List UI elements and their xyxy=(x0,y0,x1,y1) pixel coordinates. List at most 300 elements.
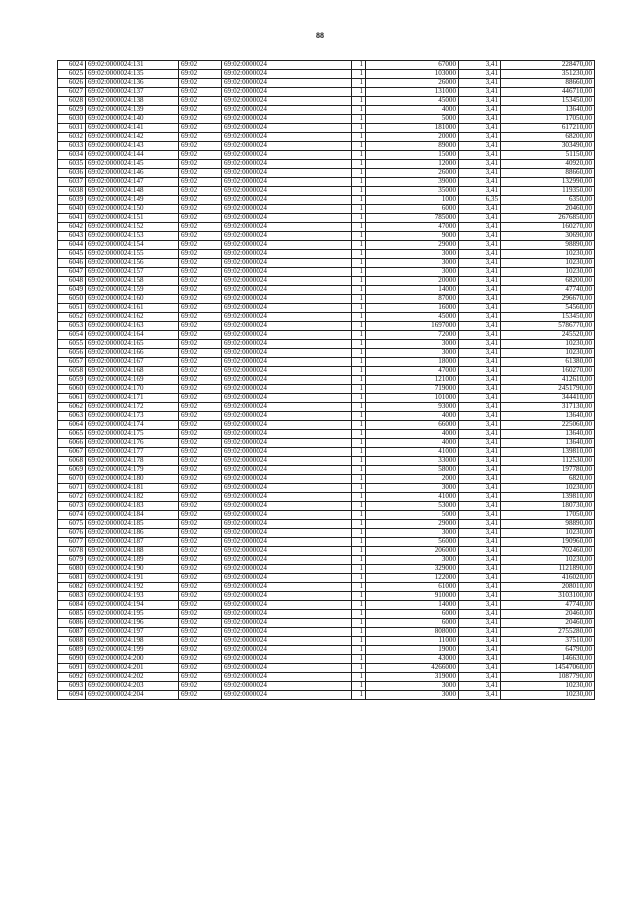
area-cell: 4000 xyxy=(366,412,459,421)
table-row xyxy=(58,259,595,268)
area-cell: 67000 xyxy=(366,61,459,70)
specific-value-cell: 3,41 xyxy=(459,457,501,466)
district-code-cell: 69:02 xyxy=(179,151,222,160)
district-code-cell: 69:02 xyxy=(179,412,222,421)
cadastral-value-cell: 3103100,00 xyxy=(501,592,595,601)
table-row xyxy=(58,691,595,700)
specific-value-cell: 3,41 xyxy=(459,124,501,133)
count-cell: 1 xyxy=(352,637,366,646)
specific-value-cell: 3,41 xyxy=(459,151,501,160)
district-code-cell: 69:02 xyxy=(179,682,222,691)
row-number-cell: 6055 xyxy=(58,340,86,349)
district-code-cell: 69:02 xyxy=(179,583,222,592)
table-row xyxy=(58,610,595,619)
district-code-cell: 69:02 xyxy=(179,124,222,133)
cadastral-quarter-cell: 69:02:0000024 xyxy=(222,106,352,115)
cadastral-value-cell: 10230,00 xyxy=(501,349,595,358)
cadastral-quarter-cell: 69:02:0000024 xyxy=(222,304,352,313)
cadastral-quarter-cell: 69:02:0000024 xyxy=(222,511,352,520)
count-cell: 1 xyxy=(352,448,366,457)
row-number-cell: 6040 xyxy=(58,205,86,214)
specific-value-cell: 3,41 xyxy=(459,511,501,520)
specific-value-cell: 3,41 xyxy=(459,547,501,556)
row-number-cell: 6065 xyxy=(58,430,86,439)
table-row xyxy=(58,502,595,511)
count-cell: 1 xyxy=(352,484,366,493)
table-row xyxy=(58,664,595,673)
table-row xyxy=(58,439,595,448)
area-cell: 89000 xyxy=(366,142,459,151)
row-number-cell: 6037 xyxy=(58,178,86,187)
table-row xyxy=(58,142,595,151)
cadastral-number-cell: 69:02:0000024:144 xyxy=(86,151,179,160)
table-row xyxy=(58,223,595,232)
count-cell: 1 xyxy=(352,196,366,205)
cadastral-value-cell: 153450,00 xyxy=(501,97,595,106)
area-cell: 319000 xyxy=(366,673,459,682)
cadastral-value-cell: 20460,00 xyxy=(501,610,595,619)
district-code-cell: 69:02 xyxy=(179,340,222,349)
cadastral-quarter-cell: 69:02:0000024 xyxy=(222,583,352,592)
district-code-cell: 69:02 xyxy=(179,637,222,646)
row-number-cell: 6088 xyxy=(58,637,86,646)
cadastral-number-cell: 69:02:0000024:131 xyxy=(86,61,179,70)
cadastral-value-cell: 10230,00 xyxy=(501,691,595,700)
count-cell: 1 xyxy=(352,394,366,403)
row-number-cell: 6090 xyxy=(58,655,86,664)
specific-value-cell: 3,41 xyxy=(459,88,501,97)
specific-value-cell: 3,41 xyxy=(459,133,501,142)
cadastral-value-cell: 98890,00 xyxy=(501,520,595,529)
table-row xyxy=(58,484,595,493)
count-cell: 1 xyxy=(352,439,366,448)
cadastral-number-cell: 69:02:0000024:155 xyxy=(86,250,179,259)
specific-value-cell: 3,41 xyxy=(459,574,501,583)
table-row xyxy=(58,358,595,367)
row-number-cell: 6078 xyxy=(58,547,86,556)
cadastral-number-cell: 69:02:0000024:182 xyxy=(86,493,179,502)
specific-value-cell: 3,41 xyxy=(459,439,501,448)
specific-value-cell: 3,41 xyxy=(459,592,501,601)
cadastral-value-cell: 68200,00 xyxy=(501,277,595,286)
cadastral-value-cell: 228470,00 xyxy=(501,61,595,70)
specific-value-cell: 3,41 xyxy=(459,205,501,214)
row-number-cell: 6061 xyxy=(58,394,86,403)
table-row xyxy=(58,457,595,466)
specific-value-cell: 3,41 xyxy=(459,295,501,304)
count-cell: 1 xyxy=(352,205,366,214)
district-code-cell: 69:02 xyxy=(179,250,222,259)
cadastral-quarter-cell: 69:02:0000024 xyxy=(222,97,352,106)
specific-value-cell: 3,41 xyxy=(459,610,501,619)
row-number-cell: 6064 xyxy=(58,421,86,430)
cadastral-number-cell: 69:02:0000024:193 xyxy=(86,592,179,601)
table-row xyxy=(58,565,595,574)
count-cell: 1 xyxy=(352,457,366,466)
cadastral-quarter-cell: 69:02:0000024 xyxy=(222,529,352,538)
cadastral-value-cell: 180730,00 xyxy=(501,502,595,511)
cadastral-number-cell: 69:02:0000024:170 xyxy=(86,385,179,394)
area-cell: 121000 xyxy=(366,376,459,385)
cadastral-value-cell: 14547060,00 xyxy=(501,664,595,673)
cadastral-value-cell: 1121890,00 xyxy=(501,565,595,574)
cadastral-value-cell: 51150,00 xyxy=(501,151,595,160)
area-cell: 181000 xyxy=(366,124,459,133)
count-cell: 1 xyxy=(352,421,366,430)
specific-value-cell: 3,41 xyxy=(459,340,501,349)
cadastral-value-cell: 30690,00 xyxy=(501,232,595,241)
row-number-cell: 6035 xyxy=(58,160,86,169)
count-cell: 1 xyxy=(352,313,366,322)
cadastral-value-cell: 10230,00 xyxy=(501,268,595,277)
specific-value-cell: 3,41 xyxy=(459,97,501,106)
cadastral-quarter-cell: 69:02:0000024 xyxy=(222,655,352,664)
district-code-cell: 69:02 xyxy=(179,547,222,556)
cadastral-number-cell: 69:02:0000024:199 xyxy=(86,646,179,655)
district-code-cell: 69:02 xyxy=(179,232,222,241)
count-cell: 1 xyxy=(352,538,366,547)
area-cell: 206000 xyxy=(366,547,459,556)
district-code-cell: 69:02 xyxy=(179,655,222,664)
cadastral-number-cell: 69:02:0000024:196 xyxy=(86,619,179,628)
count-cell: 1 xyxy=(352,70,366,79)
cadastral-number-cell: 69:02:0000024:189 xyxy=(86,556,179,565)
cadastral-number-cell: 69:02:0000024:185 xyxy=(86,520,179,529)
area-cell: 103000 xyxy=(366,70,459,79)
row-number-cell: 6087 xyxy=(58,628,86,637)
count-cell: 1 xyxy=(352,574,366,583)
count-cell: 1 xyxy=(352,340,366,349)
specific-value-cell: 3,41 xyxy=(459,628,501,637)
cadastral-number-cell: 69:02:0000024:197 xyxy=(86,628,179,637)
cadastral-number-cell: 69:02:0000024:168 xyxy=(86,367,179,376)
cadastral-quarter-cell: 69:02:0000024 xyxy=(222,574,352,583)
district-code-cell: 69:02 xyxy=(179,367,222,376)
specific-value-cell: 3,41 xyxy=(459,493,501,502)
district-code-cell: 69:02 xyxy=(179,115,222,124)
specific-value-cell: 3,41 xyxy=(459,682,501,691)
area-cell: 1697000 xyxy=(366,322,459,331)
count-cell: 1 xyxy=(352,322,366,331)
district-code-cell: 69:02 xyxy=(179,268,222,277)
cadastral-value-cell: 10230,00 xyxy=(501,529,595,538)
row-number-cell: 6024 xyxy=(58,61,86,70)
count-cell: 1 xyxy=(352,367,366,376)
cadastral-number-cell: 69:02:0000024:146 xyxy=(86,169,179,178)
cadastral-quarter-cell: 69:02:0000024 xyxy=(222,628,352,637)
count-cell: 1 xyxy=(352,628,366,637)
district-code-cell: 69:02 xyxy=(179,259,222,268)
cadastral-quarter-cell: 69:02:0000024 xyxy=(222,286,352,295)
table-row xyxy=(58,295,595,304)
row-number-cell: 6042 xyxy=(58,223,86,232)
table-row xyxy=(58,592,595,601)
count-cell: 1 xyxy=(352,142,366,151)
cadastral-value-cell: 54560,00 xyxy=(501,304,595,313)
cadastral-value-cell: 139810,00 xyxy=(501,493,595,502)
cadastral-number-cell: 69:02:0000024:141 xyxy=(86,124,179,133)
cadastral-quarter-cell: 69:02:0000024 xyxy=(222,637,352,646)
row-number-cell: 6085 xyxy=(58,610,86,619)
table-row xyxy=(58,412,595,421)
cadastral-number-cell: 69:02:0000024:166 xyxy=(86,349,179,358)
row-number-cell: 6083 xyxy=(58,592,86,601)
cadastral-value-cell: 225060,00 xyxy=(501,421,595,430)
row-number-cell: 6025 xyxy=(58,70,86,79)
cadastral-value-cell: 17050,00 xyxy=(501,511,595,520)
area-cell: 58000 xyxy=(366,466,459,475)
area-cell: 19000 xyxy=(366,646,459,655)
area-cell: 6000 xyxy=(366,619,459,628)
cadastral-quarter-cell: 69:02:0000024 xyxy=(222,268,352,277)
district-code-cell: 69:02 xyxy=(179,484,222,493)
cadastral-value-cell: 10230,00 xyxy=(501,340,595,349)
area-cell: 41000 xyxy=(366,493,459,502)
row-number-cell: 6051 xyxy=(58,304,86,313)
row-number-cell: 6071 xyxy=(58,484,86,493)
specific-value-cell: 3,41 xyxy=(459,664,501,673)
district-code-cell: 69:02 xyxy=(179,457,222,466)
specific-value-cell: 3,41 xyxy=(459,385,501,394)
count-cell: 1 xyxy=(352,691,366,700)
cadastral-value-cell: 317130,00 xyxy=(501,403,595,412)
specific-value-cell: 3,41 xyxy=(459,277,501,286)
count-cell: 1 xyxy=(352,583,366,592)
area-cell: 3000 xyxy=(366,682,459,691)
cadastral-number-cell: 69:02:0000024:139 xyxy=(86,106,179,115)
cadastral-value-cell: 20460,00 xyxy=(501,205,595,214)
specific-value-cell: 3,41 xyxy=(459,142,501,151)
cadastral-quarter-cell: 69:02:0000024 xyxy=(222,322,352,331)
count-cell: 1 xyxy=(352,79,366,88)
cadastral-value-cell: 61380,00 xyxy=(501,358,595,367)
row-number-cell: 6073 xyxy=(58,502,86,511)
district-code-cell: 69:02 xyxy=(179,376,222,385)
row-number-cell: 6032 xyxy=(58,133,86,142)
cadastral-number-cell: 69:02:0000024:143 xyxy=(86,142,179,151)
specific-value-cell: 3,41 xyxy=(459,376,501,385)
row-number-cell: 6033 xyxy=(58,142,86,151)
count-cell: 1 xyxy=(352,673,366,682)
area-cell: 3000 xyxy=(366,268,459,277)
area-cell: 3000 xyxy=(366,529,459,538)
row-number-cell: 6089 xyxy=(58,646,86,655)
cadastral-quarter-cell: 69:02:0000024 xyxy=(222,313,352,322)
cadastral-value-cell: 702460,00 xyxy=(501,547,595,556)
district-code-cell: 69:02 xyxy=(179,205,222,214)
district-code-cell: 69:02 xyxy=(179,421,222,430)
cadastral-quarter-cell: 69:02:0000024 xyxy=(222,178,352,187)
row-number-cell: 6060 xyxy=(58,385,86,394)
specific-value-cell: 3,41 xyxy=(459,475,501,484)
cadastral-value-cell: 160270,00 xyxy=(501,223,595,232)
area-cell: 131000 xyxy=(366,88,459,97)
row-number-cell: 6031 xyxy=(58,124,86,133)
area-cell: 20000 xyxy=(366,133,459,142)
district-code-cell: 69:02 xyxy=(179,439,222,448)
count-cell: 1 xyxy=(352,232,366,241)
area-cell: 43000 xyxy=(366,655,459,664)
district-code-cell: 69:02 xyxy=(179,70,222,79)
cadastral-number-cell: 69:02:0000024:165 xyxy=(86,340,179,349)
area-cell: 16000 xyxy=(366,304,459,313)
cadastral-value-cell: 303490,00 xyxy=(501,142,595,151)
cadastral-value-table xyxy=(57,60,595,700)
district-code-cell: 69:02 xyxy=(179,214,222,223)
cadastral-quarter-cell: 69:02:0000024 xyxy=(222,520,352,529)
cadastral-quarter-cell: 69:02:0000024 xyxy=(222,412,352,421)
district-code-cell: 69:02 xyxy=(179,538,222,547)
table-row xyxy=(58,178,595,187)
row-number-cell: 6043 xyxy=(58,232,86,241)
table-row xyxy=(58,331,595,340)
table-row xyxy=(58,655,595,664)
table-row xyxy=(58,430,595,439)
cadastral-number-cell: 69:02:0000024:198 xyxy=(86,637,179,646)
count-cell: 1 xyxy=(352,97,366,106)
cadastral-quarter-cell: 69:02:0000024 xyxy=(222,367,352,376)
cadastral-quarter-cell: 69:02:0000024 xyxy=(222,133,352,142)
cadastral-number-cell: 69:02:0000024:174 xyxy=(86,421,179,430)
cadastral-quarter-cell: 69:02:0000024 xyxy=(222,187,352,196)
area-cell: 14000 xyxy=(366,601,459,610)
specific-value-cell: 3,41 xyxy=(459,394,501,403)
cadastral-value-cell: 40920,00 xyxy=(501,160,595,169)
cadastral-quarter-cell: 69:02:0000024 xyxy=(222,205,352,214)
cadastral-number-cell: 69:02:0000024:194 xyxy=(86,601,179,610)
district-code-cell: 69:02 xyxy=(179,196,222,205)
table-row xyxy=(58,106,595,115)
row-number-cell: 6027 xyxy=(58,88,86,97)
cadastral-number-cell: 69:02:0000024:145 xyxy=(86,160,179,169)
district-code-cell: 69:02 xyxy=(179,574,222,583)
area-cell: 2000 xyxy=(366,475,459,484)
area-cell: 3000 xyxy=(366,691,459,700)
cadastral-quarter-cell: 69:02:0000024 xyxy=(222,493,352,502)
specific-value-cell: 3,41 xyxy=(459,169,501,178)
table-row xyxy=(58,205,595,214)
cadastral-quarter-cell: 69:02:0000024 xyxy=(222,142,352,151)
count-cell: 1 xyxy=(352,619,366,628)
area-cell: 3000 xyxy=(366,556,459,565)
specific-value-cell: 3,41 xyxy=(459,403,501,412)
specific-value-cell: 3,41 xyxy=(459,520,501,529)
district-code-cell: 69:02 xyxy=(179,511,222,520)
row-number-cell: 6030 xyxy=(58,115,86,124)
table-row xyxy=(58,88,595,97)
cadastral-number-cell: 69:02:0000024:157 xyxy=(86,268,179,277)
count-cell: 1 xyxy=(352,529,366,538)
cadastral-value-cell: 2755280,00 xyxy=(501,628,595,637)
cadastral-quarter-cell: 69:02:0000024 xyxy=(222,277,352,286)
cadastral-value-cell: 132990,00 xyxy=(501,178,595,187)
specific-value-cell: 3,41 xyxy=(459,421,501,430)
count-cell: 1 xyxy=(352,592,366,601)
specific-value-cell: 3,41 xyxy=(459,115,501,124)
row-number-cell: 6045 xyxy=(58,250,86,259)
area-cell: 20000 xyxy=(366,277,459,286)
district-code-cell: 69:02 xyxy=(179,448,222,457)
area-cell: 29000 xyxy=(366,241,459,250)
table-row xyxy=(58,646,595,655)
cadastral-quarter-cell: 69:02:0000024 xyxy=(222,619,352,628)
cadastral-quarter-cell: 69:02:0000024 xyxy=(222,484,352,493)
district-code-cell: 69:02 xyxy=(179,358,222,367)
specific-value-cell: 3,41 xyxy=(459,79,501,88)
table-row xyxy=(58,151,595,160)
row-number-cell: 6082 xyxy=(58,583,86,592)
cadastral-number-cell: 69:02:0000024:201 xyxy=(86,664,179,673)
area-cell: 18000 xyxy=(366,358,459,367)
specific-value-cell: 3,41 xyxy=(459,304,501,313)
row-number-cell: 6068 xyxy=(58,457,86,466)
area-cell: 808000 xyxy=(366,628,459,637)
cadastral-quarter-cell: 69:02:0000024 xyxy=(222,376,352,385)
table-row xyxy=(58,421,595,430)
table-row xyxy=(58,376,595,385)
row-number-cell: 6081 xyxy=(58,574,86,583)
cadastral-number-cell: 69:02:0000024:169 xyxy=(86,376,179,385)
cadastral-value-cell: 13640,00 xyxy=(501,439,595,448)
row-number-cell: 6092 xyxy=(58,673,86,682)
area-cell: 56000 xyxy=(366,538,459,547)
table-row xyxy=(58,277,595,286)
specific-value-cell: 6,35 xyxy=(459,196,501,205)
district-code-cell: 69:02 xyxy=(179,475,222,484)
specific-value-cell: 3,41 xyxy=(459,655,501,664)
row-number-cell: 6054 xyxy=(58,331,86,340)
area-cell: 3000 xyxy=(366,340,459,349)
district-code-cell: 69:02 xyxy=(179,619,222,628)
row-number-cell: 6044 xyxy=(58,241,86,250)
cadastral-number-cell: 69:02:0000024:187 xyxy=(86,538,179,547)
table-row xyxy=(58,169,595,178)
specific-value-cell: 3,41 xyxy=(459,286,501,295)
area-cell: 14000 xyxy=(366,286,459,295)
cadastral-number-cell: 69:02:0000024:160 xyxy=(86,295,179,304)
count-cell: 1 xyxy=(352,295,366,304)
count-cell: 1 xyxy=(352,61,366,70)
table-row xyxy=(58,70,595,79)
cadastral-value-cell: 6820,00 xyxy=(501,475,595,484)
count-cell: 1 xyxy=(352,250,366,259)
specific-value-cell: 3,41 xyxy=(459,484,501,493)
cadastral-number-cell: 69:02:0000024:136 xyxy=(86,79,179,88)
specific-value-cell: 3,41 xyxy=(459,250,501,259)
cadastral-quarter-cell: 69:02:0000024 xyxy=(222,223,352,232)
district-code-cell: 69:02 xyxy=(179,601,222,610)
table-row xyxy=(58,160,595,169)
cadastral-quarter-cell: 69:02:0000024 xyxy=(222,421,352,430)
district-code-cell: 69:02 xyxy=(179,304,222,313)
table-row xyxy=(58,187,595,196)
specific-value-cell: 3,41 xyxy=(459,322,501,331)
row-number-cell: 6086 xyxy=(58,619,86,628)
area-cell: 4266000 xyxy=(366,664,459,673)
district-code-cell: 69:02 xyxy=(179,628,222,637)
table-row xyxy=(58,511,595,520)
area-cell: 26000 xyxy=(366,79,459,88)
cadastral-quarter-cell: 69:02:0000024 xyxy=(222,79,352,88)
district-code-cell: 69:02 xyxy=(179,529,222,538)
specific-value-cell: 3,41 xyxy=(459,232,501,241)
area-cell: 785000 xyxy=(366,214,459,223)
count-cell: 1 xyxy=(352,178,366,187)
specific-value-cell: 3,41 xyxy=(459,178,501,187)
area-cell: 5000 xyxy=(366,511,459,520)
cadastral-number-cell: 69:02:0000024:184 xyxy=(86,511,179,520)
row-number-cell: 6056 xyxy=(58,349,86,358)
